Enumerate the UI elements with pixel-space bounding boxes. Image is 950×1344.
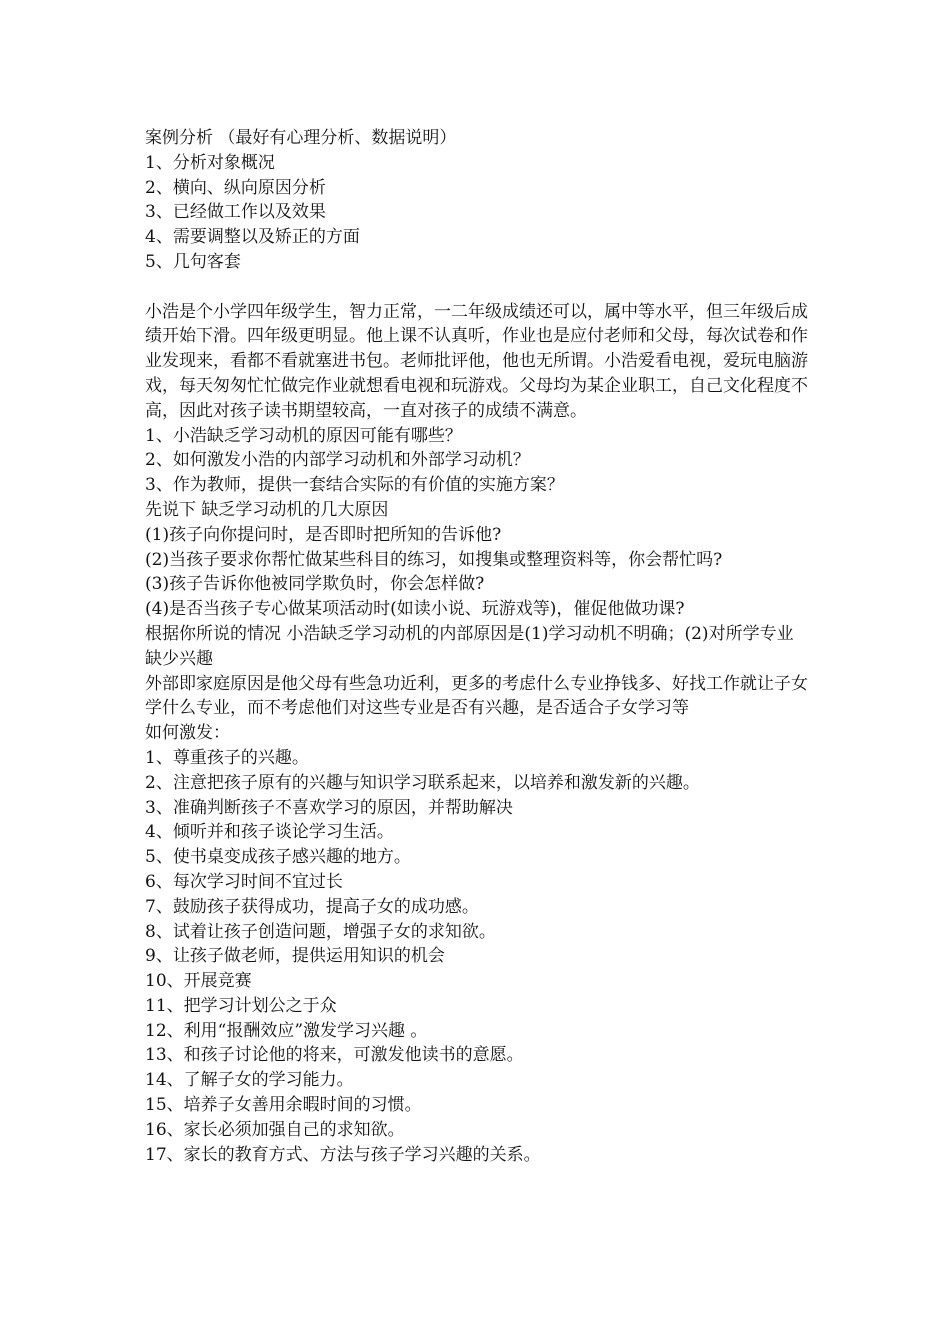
method-item: 17、家长的教育方式、方法与孩子学习兴趣的关系。 xyxy=(145,1144,541,1165)
outline-title: 案例分析 （最好有心理分析、数据说明） xyxy=(145,128,457,148)
external-causes: 外部即家庭原因是他父母有些急功近利，更多的考虑什么专业挣钱多、好找工作就让子女学什么专业，而不考虑他们对这些专业是否有兴趣，是否适合子女学习等 xyxy=(145,673,808,719)
case-description: 小浩是个小学四年级学生，智力正常，一二年级成绩还可以，属中等水平，但三年级后成绩开始下滑。四年级更明显。他上课不认真听，作业也是应付老师和父母，每次试卷和作业发现来，看都不看就塞进书包。老师批评他，他也无所谓。小浩爱看电视，爱玩电脑游戏，每天匆匆忙忙做完作业就想看电视和玩游戏。父母均为某企业职工，自己文化程度不高，因此对孩子读书期望较高，一直对孩子的成绩不满意。 xyxy=(145,301,808,421)
outline-item: 3、已经做工作以及效果 xyxy=(145,202,326,223)
case-question: 3、作为教师，提供一套结合实际的有价值的实施方案？ xyxy=(145,475,564,496)
method-item: 4、倾听并和孩子谈论学习生活。 xyxy=(145,822,394,843)
case-question: 1、小浩缺乏学习动机的原因可能有哪些？ xyxy=(145,425,462,446)
method-item: 12、利用“报酬效应”激发学习兴趣 。 xyxy=(145,1020,428,1041)
cause-item: (3)孩子告诉你他被同学欺负时，你会怎样做? xyxy=(145,574,485,595)
document-page xyxy=(145,126,810,1167)
method-item: 1、尊重孩子的兴趣。 xyxy=(145,747,309,768)
method-item: 8、试着让孩子创造问题，增强子女的求知欲。 xyxy=(145,921,496,942)
cause-item: (1)孩子向你提问时，是否即时把所知的告诉他? xyxy=(145,524,502,545)
method-item: 14、了解子女的学习能力。 xyxy=(145,1070,354,1091)
cause-item: (4)是否当孩子专心做某项活动时(如读小说、玩游戏等)，催促他做功课? xyxy=(145,599,685,620)
method-item: 6、每次学习时间不宜过长 xyxy=(145,871,343,892)
method-item: 5、使书桌变成孩子感兴趣的地方。 xyxy=(145,847,411,868)
method-item: 11、把学习计划公之于众 xyxy=(145,995,337,1016)
method-item: 7、鼓励孩子获得成功，提高子女的成功感。 xyxy=(145,896,479,917)
causes-intro: 先说下 缺乏学习动机的几大原因 xyxy=(145,499,389,520)
internal-causes: 根据你所说的情况 小浩缺乏学习动机的内部原因是(1)学习动机不明确；(2)对所学专业缺少兴趣 xyxy=(145,623,794,669)
case-question: 2、如何激发小浩的内部学习动机和外部学习动机？ xyxy=(145,450,530,471)
method-item: 2、注意把孩子原有的兴趣与知识学习联系起来，以培养和激发新的兴趣。 xyxy=(145,772,700,793)
cause-item: (2)当孩子要求你帮忙做某些科目的练习，如搜集或整理资料等，你会帮忙吗? xyxy=(145,549,723,570)
outline-item: 1、分析对象概况 xyxy=(145,152,275,173)
methods-intro: 如何激发： xyxy=(145,723,230,744)
method-item: 9、让孩子做老师，提供运用知识的机会 xyxy=(145,946,445,967)
method-item: 13、和孩子讨论他的将来，可激发他读书的意愿。 xyxy=(145,1045,524,1066)
method-item: 10、开展竞赛 xyxy=(145,971,252,992)
outline-item: 4、需要调整以及矫正的方面 xyxy=(145,227,360,248)
blank-line xyxy=(145,275,810,300)
method-item: 16、家长必须加强自己的求知欲。 xyxy=(145,1119,405,1140)
method-item: 15、培养子女善用余暇时间的习惯。 xyxy=(145,1095,422,1116)
method-item: 3、准确判断孩子不喜欢学习的原因，并帮助解决 xyxy=(145,797,513,818)
outline-item: 5、几句客套 xyxy=(145,251,241,272)
outline-item: 2、横向、纵向原因分析 xyxy=(145,177,326,198)
